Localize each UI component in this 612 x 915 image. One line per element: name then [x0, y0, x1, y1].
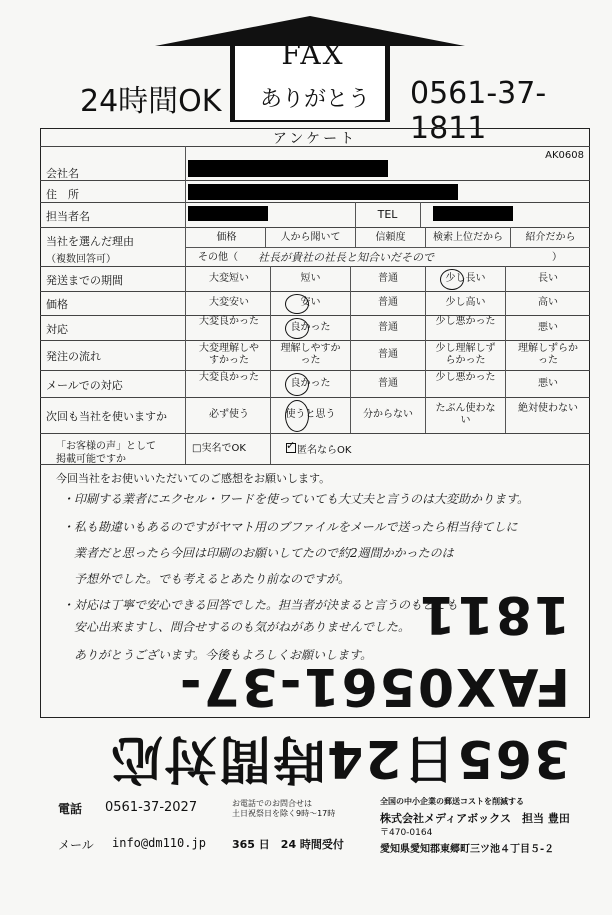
upside-down-fax-banner: 365日24時間対応FAX0561-37-1811 [109, 584, 570, 788]
footer-zip: 〒470-0164 [380, 828, 433, 838]
answer-option: 少し高い [445, 297, 486, 308]
answer-option: 大変良かった [199, 371, 259, 383]
reason-sub-label: （複数回答可） [46, 254, 116, 265]
answer-option: 大変安い [209, 297, 249, 308]
comment-line-1: ・印刷する業者にエクセル・ワードを使っていても大丈夫と言うのは大変助かります。 [62, 492, 530, 506]
tel-label: TEL [377, 208, 398, 221]
voice-option-anonymous [286, 439, 352, 457]
selection-circle [440, 269, 464, 290]
fax-title: FAX [281, 38, 345, 71]
question-label: 発注の流れ [46, 350, 101, 363]
answer-option: 普通 [378, 272, 398, 284]
footer-mail[interactable]: info@dm110.jp [112, 836, 206, 850]
reason-other-close: ） [552, 252, 562, 263]
answer-option: 悪い [538, 321, 558, 333]
selection-circle [285, 294, 309, 314]
comment-line-5: ・対応は丁寧で安心できる回答でした。担当者が決まると言うのもとても [62, 598, 459, 612]
answer-option: 少し悪かった [435, 315, 496, 327]
answer-option: 必ず使う [209, 409, 249, 420]
voice-option-real-name: □実名でOK [192, 443, 246, 454]
fax-thanks: ありがとう [259, 87, 370, 112]
answer-option: 少し悪かった [435, 371, 496, 383]
comment-line-3: 業者だと思ったら今回は印刷のお願いしてたので約2週間かかったのは [62, 546, 454, 560]
reason-other-label: その他（ [198, 252, 238, 263]
selection-circle [285, 373, 309, 396]
answer-option: たぶん使わない [435, 403, 496, 426]
answer-option: 少し長い [445, 272, 486, 284]
voice-label-2: 掲載可能ですか [56, 454, 126, 465]
reason-other-handwriting: 社長が貴社の社長と知合いだそので [258, 251, 434, 264]
question-label: 発送までの期間 [46, 273, 123, 287]
question-label: 対応 [46, 322, 68, 336]
comment-line-2: ・私も勘違いもあるのですがヤマト用のブファイルをメールで送ったら相当待てしに [62, 520, 518, 534]
address-label: 住 所 [46, 188, 79, 201]
answer-option: 理解しずらかった [518, 343, 578, 366]
question-label: 価格 [46, 298, 68, 311]
answer-option: 理解しやすかった [280, 343, 341, 366]
footer-mail-note: 365 日 24 時間受付 [232, 838, 344, 851]
hours-label: 24時間OK [80, 84, 222, 119]
voice-label: 「お客様の声」として [56, 441, 156, 452]
answer-option: 悪い [538, 377, 558, 389]
tel-redaction [433, 206, 513, 221]
answer-option: 普通 [378, 349, 398, 360]
answer-option: 安い [300, 297, 321, 308]
person-redaction [188, 206, 268, 221]
address-redaction [188, 184, 458, 200]
answer-option: 長い [538, 272, 558, 284]
answer-option: 高い [538, 297, 558, 308]
checked-box-icon: ✓ [286, 439, 296, 452]
reason-option-search: 検索上位だから [433, 232, 503, 243]
answer-option: 普通 [378, 321, 398, 333]
answer-option: 大変良かった [199, 315, 259, 327]
footer-tel-label: 電話 [58, 802, 83, 816]
answer-option: 短い [300, 272, 321, 284]
answer-option: 絶対使わない [518, 403, 578, 414]
company-redaction [188, 160, 388, 177]
reason-option-referral: 人から聞いて [280, 232, 341, 243]
footer-tagline: 全国の中小企業の郵送コストを削減する [380, 797, 524, 806]
answer-option: 大変短い [209, 272, 249, 284]
company-label: 会社名 [46, 167, 79, 180]
reason-option-price: 価格 [216, 232, 237, 243]
comment-line-7: ありがとうございます。今後もよろしくお願いします。 [62, 648, 373, 662]
header-phone: 0561-37-1811 [410, 76, 547, 146]
form-code: AK0608 [545, 150, 584, 161]
answer-option: 良かった [290, 377, 331, 389]
selection-circle [285, 400, 309, 432]
footer-company: 株式会社メディアボックス 担当 豊田 [380, 812, 570, 825]
answer-option: 普通 [378, 297, 398, 308]
reason-option-trust: 信頼度 [375, 232, 406, 243]
comment-line-4: 予想外でした。でも考えるとあたり前なのですが。 [62, 572, 351, 586]
footer-mail-label: メール [58, 838, 94, 852]
comment-line-6: 安心出来ますし、問合せするのも気がねがありませんでした。 [62, 620, 411, 634]
answer-option: 使うと思う [285, 409, 336, 420]
answer-option: 大変理解しやすかった [199, 343, 259, 366]
question-label: 次回も当社を使いますか [46, 410, 167, 423]
answer-option: 普通 [378, 377, 398, 389]
answer-option: 分からない [363, 409, 413, 420]
question-label: メールでの対応 [46, 378, 123, 392]
footer-tel-note-1: お電話でのお問合せは [232, 799, 312, 808]
answer-option: 少し理解しずらかった [435, 343, 496, 366]
comment-prompt: 今回当社をお使いいただいてのご感想をお願いします。 [56, 472, 331, 485]
footer-address: 愛知県愛知郡東郷町三ツ池４丁目５-２ [380, 844, 555, 855]
answer-option: 良かった [290, 321, 331, 333]
person-label: 担当者名 [46, 210, 90, 223]
voice-option-anonymous-label: 匿名ならOK [297, 445, 352, 456]
footer-tel-note-2: 土日祝祭日を除く9時～17時 [232, 809, 336, 818]
reason-option-introduction: 紹介だから [525, 232, 576, 243]
form-title: アンケート [272, 131, 358, 147]
selection-circle [285, 318, 309, 339]
footer-tel: 0561-37-2027 [105, 800, 198, 815]
reason-label: 当社を選んだ理由 [46, 235, 134, 248]
